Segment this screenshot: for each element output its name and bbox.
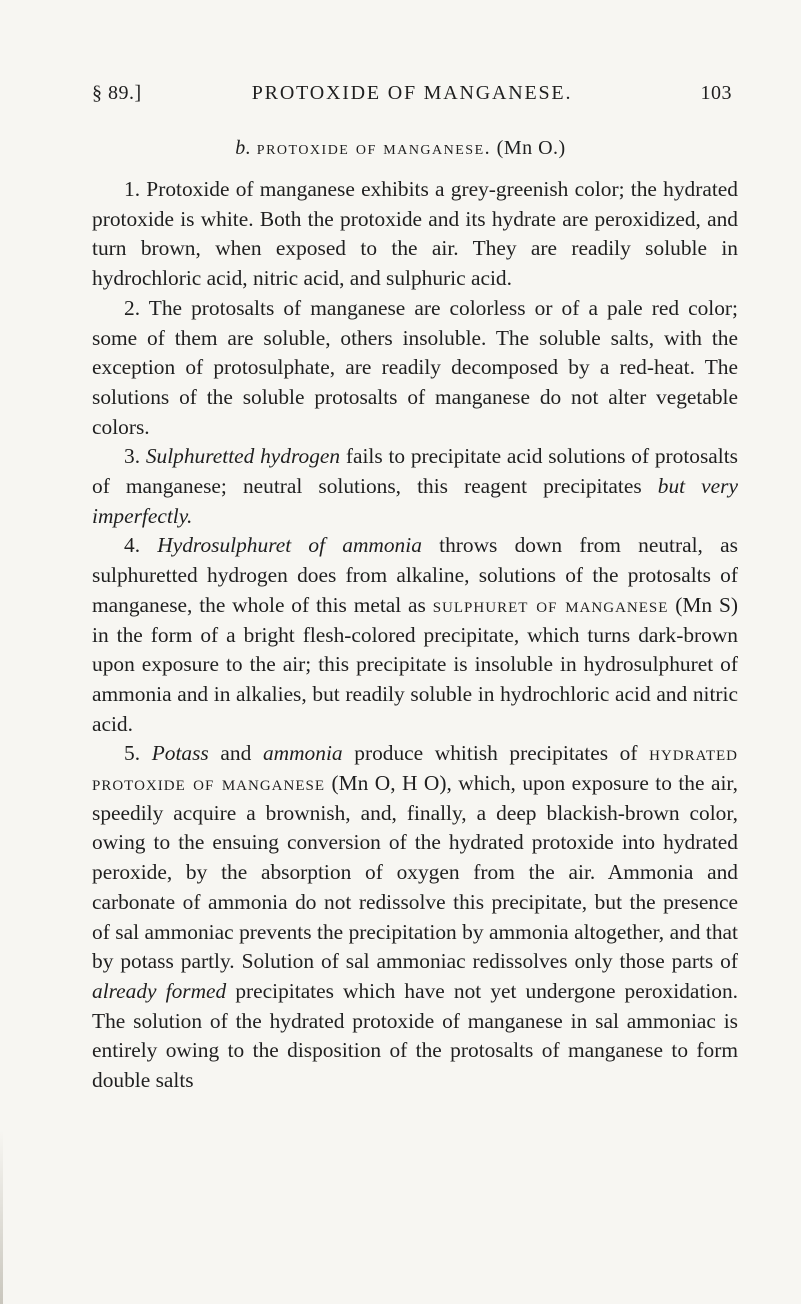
paragraph-number: 2. bbox=[124, 295, 141, 320]
paragraph-3 bbox=[92, 442, 738, 531]
reagent-name: Sulphuretted hydrogen bbox=[145, 444, 341, 469]
paragraph-number: 1. bbox=[124, 177, 141, 201]
emphasis-text: but very imperfectly. bbox=[92, 474, 738, 528]
paragraph-5 bbox=[92, 739, 738, 1095]
paragraph-1 bbox=[92, 175, 738, 294]
paragraph-text: (Mn S) in the form of a bright flesh-colored precipitate, which turns dark-brown upon exposure to the air; this precipitate is insoluble in hydrosulphuret of ammonia and in alkalies, but readily soluble in hydrochloric acid and nitric acid. bbox=[92, 592, 738, 736]
heading-letter: b. bbox=[235, 137, 252, 159]
paragraph-number: 4. bbox=[124, 533, 141, 558]
conjunction: and bbox=[220, 741, 252, 766]
section-reference: § 89.] bbox=[92, 82, 142, 104]
reagent-name: ammonia bbox=[262, 741, 343, 766]
paragraph-text: fails to precipitate acid solutions of protosalts of manganese; neutral solutions, this reagent precipitates bbox=[92, 444, 738, 499]
paragraph-text: The protosalts of manganese are colorless or of a pale red color; some of them are soluble, others insoluble. The soluble salts, with the exception of protosulphate, are readily decomposed by a red-heat. The solutions of the soluble protosalts of manganese do not alter vegetable colors. bbox=[92, 295, 739, 439]
paragraph-text: Protoxide of manganese exhibits a grey-greenish color; the hydrated protoxide is white. Both the protoxide and its hydrate are peroxidized, and turn brown, when exposed to the air. They are readily soluble in hydrochloric acid, nitric acid, and sulphuric acid. bbox=[92, 177, 738, 291]
paragraph-number: 3. bbox=[124, 444, 141, 469]
running-title: PROTOXIDE OF MANGANESE. bbox=[251, 82, 573, 104]
emphasis-text: already formed bbox=[92, 978, 227, 1003]
body-text bbox=[92, 175, 738, 1096]
reagent-name: Hydrosulphuret of ammonia bbox=[157, 533, 422, 558]
paragraph-text: (Mn O, H O), which, upon exposure to the air, speedily acquire a brownish, and, finally, a deep blackish-brown color, owing to the ensuing conversion of the hydrated protoxide into hydrated peroxide, by the absorption of oxygen from the air. Ammonia and carbonate of ammonia do not redissolve this precipitate, but the presence of sal ammoniac prevents the precipitation by ammonia altogether, and that by potass partly. Solution of sal ammoniac redissolves only those parts of bbox=[92, 771, 738, 974]
paragraph-2 bbox=[92, 294, 738, 443]
section-heading bbox=[40, 137, 761, 160]
paragraph-4 bbox=[92, 531, 738, 739]
heading-title: protoxide of manganese. bbox=[256, 137, 492, 159]
page-edge-shadow bbox=[0, 1130, 3, 1304]
reagent-name: Potass bbox=[151, 741, 209, 766]
page-number: 103 bbox=[700, 82, 732, 104]
heading-formula: (Mn O.) bbox=[496, 137, 566, 159]
compound-name: sulphuret of manganese bbox=[432, 592, 669, 617]
paragraph-text: precipitates which have not yet undergone peroxidation. The solution of the hydrated protoxide of manganese in sal ammoniac is entirely owing to the disposition of the protosalts of manganese to form double salts bbox=[92, 978, 738, 1093]
paragraph-text: produce whitish precipitates of bbox=[354, 741, 638, 766]
paragraph-number: 5. bbox=[124, 741, 141, 766]
compound-name: hydrated protoxide of manganese bbox=[92, 741, 738, 796]
paragraph-text: throws down from neutral, as sulphuretted hydrogen does from alkaline, solutions of the protosalts of manganese, the whole of this metal as bbox=[92, 533, 738, 617]
running-head bbox=[92, 82, 732, 112]
